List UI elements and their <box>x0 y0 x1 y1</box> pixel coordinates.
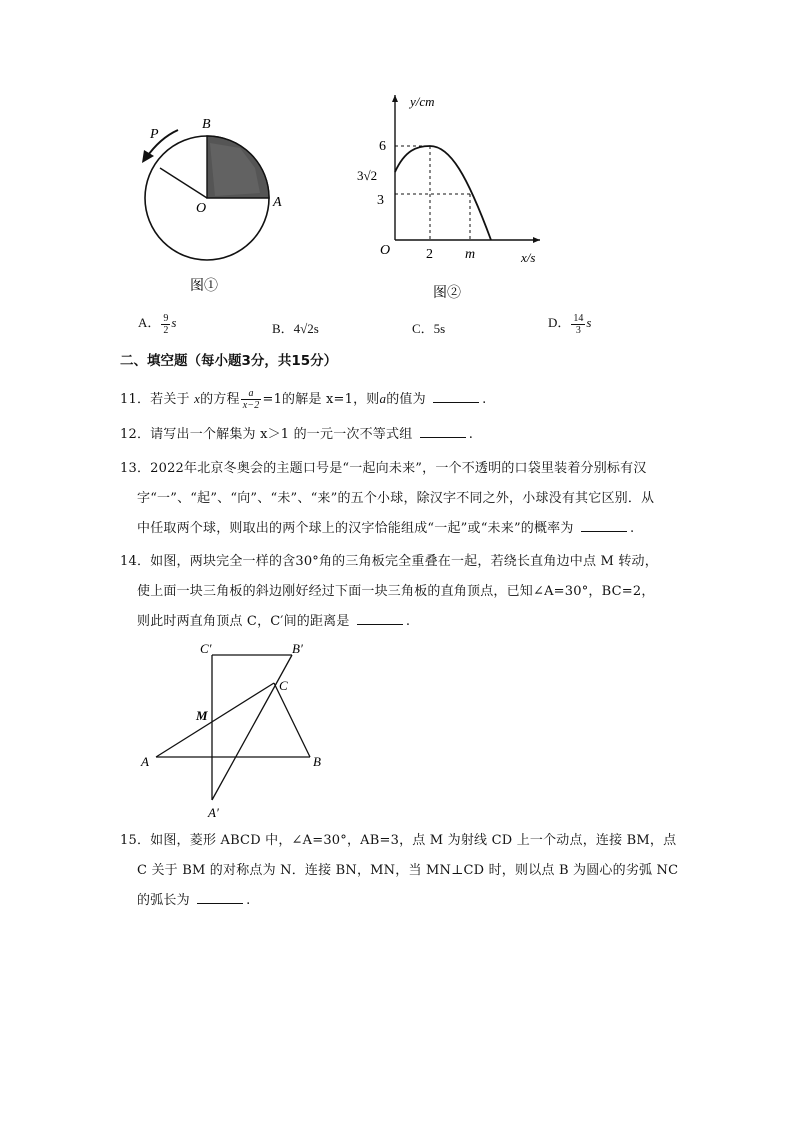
q15-line-1: 15．如图，菱形 ABCD 中，∠A=30°，AB=3，点 M 为射线 CD 上一个动点，连接 BM，点 <box>120 833 677 848</box>
tick-3root2: 3√2 <box>357 168 378 183</box>
choice-d-prefix: D． <box>548 315 571 330</box>
choice-d-fraction <box>571 313 585 336</box>
choice-d-num: 14 <box>573 312 584 324</box>
fig3-label-A1: A′ <box>208 805 219 820</box>
choice-a-fraction <box>161 313 170 336</box>
tick-2: 2 <box>426 247 433 262</box>
q12-tail: . <box>468 427 474 442</box>
answer-blank-13[interactable] <box>581 519 627 532</box>
choice-c-text: 5s <box>433 321 446 336</box>
choice-b-text: 4√2s <box>293 321 319 336</box>
q14-tail: . <box>405 614 411 629</box>
question-13-line-3 <box>137 514 697 543</box>
fig3-label-A: A <box>141 754 149 769</box>
y-axis-label: y/cm <box>410 94 435 109</box>
fig3-label-C1: C′ <box>200 641 212 656</box>
question-15-line-3 <box>137 886 697 915</box>
q14-line-2: 使上面一块三角板的斜边刚好经过下面一块三角板的直角顶点，已知∠A=30°，BC=2， <box>137 584 655 599</box>
choice-b-prefix: B． <box>272 321 294 336</box>
answer-blank-15[interactable] <box>197 891 243 904</box>
label-A: A <box>273 195 282 210</box>
q11-den: x−2 <box>242 400 260 411</box>
choice-a-den: 2 <box>163 324 169 336</box>
question-12 <box>120 420 680 449</box>
choice-a-prefix: A． <box>138 315 161 330</box>
fig3-label-M: M <box>196 708 208 723</box>
fig3-label-B: B <box>313 754 321 769</box>
question-11 <box>120 384 680 414</box>
q15-tail: . <box>246 893 251 908</box>
answer-blank-11[interactable] <box>433 390 479 403</box>
q15-line-3-text: 的弧长为 <box>137 893 190 908</box>
answer-blank-14[interactable] <box>357 612 403 625</box>
q11-num: a <box>241 388 262 400</box>
choice-b <box>272 318 319 337</box>
x-axis-label: x/s <box>521 250 536 265</box>
tick-3: 3 <box>377 193 384 208</box>
fig3-label-C: C <box>279 678 288 693</box>
tick-m: m <box>465 247 476 262</box>
q13-line-1: 13．2022年北京冬奥会的主题口号是“一起向未来”，一个不透明的口袋里装着分别标有汉 <box>120 461 647 476</box>
q11-tail: . <box>482 392 487 407</box>
choice-a-num: 9 <box>163 312 169 324</box>
q14-line-3-text: 则此时两直角顶点 C，C′间的距离是 <box>137 614 350 629</box>
choice-a-unit: s <box>171 315 177 330</box>
q15-line-2: C 关于 BM 的对称点为 N．连接 BN，MN，当 MN⊥CD 时，则以点 B 为圆心的劣弧 NC <box>137 863 679 878</box>
choice-c <box>412 318 445 337</box>
figure-1-circle <box>130 108 290 298</box>
q14-line-1: 14．如图，两块完全一样的含30°角的三角板完全重叠在一起，若绕长直角边中点 M 转动， <box>120 554 658 569</box>
label-O: O <box>196 201 207 216</box>
q11-x: x <box>194 391 201 406</box>
label-B: B <box>202 117 211 132</box>
figure-1-caption: 图① <box>190 279 218 294</box>
answer-blank-12[interactable] <box>420 425 466 438</box>
figure-2-graph <box>355 90 555 305</box>
choice-a <box>138 312 176 336</box>
q12-text: 12．请写出一个解集为 x＞1 的一元一次不等式组 <box>120 427 413 442</box>
choice-d <box>548 312 591 336</box>
q11-fraction <box>241 388 262 411</box>
q13-tail: . <box>629 521 635 536</box>
figure-3-triangles <box>138 635 338 825</box>
fig3-label-B1: B′ <box>292 641 303 656</box>
choice-d-den: 3 <box>575 324 581 336</box>
q13-line-3-text: 中任取两个球，则取出的两个球上的汉字恰能组成“一起”或“未来”的概率为 <box>137 521 574 536</box>
label-P: P <box>150 127 159 142</box>
q11-mid: 的方程 <box>200 392 240 407</box>
section-heading: 二、填空题（每小题3分，共15分） <box>120 353 338 369</box>
choice-d-unit: s <box>586 315 592 330</box>
q11-pre: 11．若关于 <box>120 392 190 407</box>
q11-a: a <box>379 391 387 406</box>
q13-line-2: 字“一”、“起”、“向”、“未”、“来”的五个小球，除汉字不同之外，小球没有其它区别．从 <box>137 491 655 506</box>
choice-c-prefix: C． <box>412 321 434 336</box>
origin-label: O <box>380 243 391 258</box>
figure-2-caption: 图② <box>433 286 461 301</box>
question-14-line-3 <box>137 607 697 636</box>
q11-post: =1的解是 x=1，则 <box>262 392 380 407</box>
q11-end: 的值为 <box>386 392 426 407</box>
tick-6: 6 <box>379 139 386 154</box>
